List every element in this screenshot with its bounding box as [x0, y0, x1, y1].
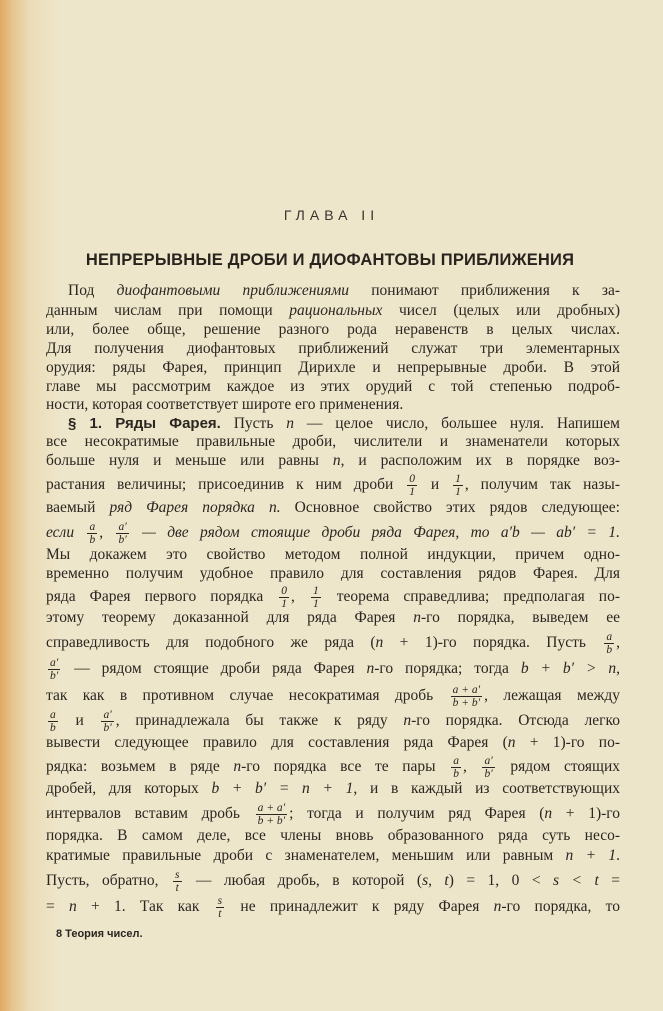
fraction-numerator: s: [217, 895, 223, 907]
fraction-numerator: 0: [409, 473, 415, 485]
text-run: справедливость для подобного же ряда (: [46, 634, 376, 652]
text-line: [46, 869, 620, 894]
fraction-denominator: b + b′: [452, 697, 481, 709]
text-run: главе мы рассмотрим каждое из этих орудий с той степенью подроб-: [46, 378, 620, 395]
italic-text: b + b′ = n + 1: [211, 780, 354, 797]
text-run: Для получения диофантовых приближений служат три элементарных: [46, 340, 620, 357]
section-heading: § 1. Ряды Фарея.: [68, 415, 221, 432]
text-run: -го порядка все те пары: [241, 758, 450, 776]
text-run: .: [616, 847, 620, 864]
text-run: рядом стоящих: [496, 758, 620, 776]
text-run: ) = 1, 0 <: [448, 872, 554, 890]
text-run: -го порядка, выведем ее: [420, 609, 620, 626]
text-run: ,: [291, 588, 309, 606]
text-run: порядка. В самом деле, все члены вновь образованного ряда суть несо-: [46, 827, 620, 844]
fraction: [48, 657, 60, 682]
text-run: временно получим удобное правило для составления рядов Фарея. Для: [46, 565, 620, 582]
italic-text: n + 1: [565, 847, 617, 864]
text-run: + 1)-го по-: [515, 734, 620, 751]
italic-text: рациональных: [289, 302, 383, 319]
fraction-numerator: a: [606, 631, 613, 643]
text-run: данным числам при помощи: [46, 302, 290, 319]
text-run: понимают приближения к за-: [349, 282, 620, 299]
chapter-heading: ГЛАВА II: [283, 207, 380, 223]
text-run: ; тогда и получим ряд Фарея (: [289, 805, 545, 823]
fraction-denominator: b′: [50, 670, 59, 682]
text-line: [46, 684, 620, 709]
text-run: , лежащая между: [484, 687, 620, 705]
italic-text: n: [332, 452, 341, 469]
fraction-denominator: b: [453, 768, 459, 780]
italic-text: b + b′ > n: [520, 660, 617, 678]
text-line: [46, 778, 620, 800]
text-run: — любая дробь, в которой (: [183, 872, 423, 890]
text-run: , получим так назы-: [464, 476, 620, 494]
text-run: , и расположим их в порядке воз-: [340, 452, 620, 469]
text-run: растания величины; присоединив к ним дроби: [46, 476, 406, 494]
page-footer-signature: 8 Теория чисел.: [56, 928, 143, 940]
text-run: ваемый: [46, 499, 110, 516]
text-run: — рядом стоящие дроби ряда Фарея: [62, 660, 367, 678]
text-run: =: [598, 872, 620, 890]
text-run: ,: [616, 634, 620, 652]
italic-text: — две рядом стоящие дроби ряда Фарея, то a′b — ab′ = 1.: [130, 524, 620, 542]
fraction-numerator: a: [89, 521, 96, 533]
text-run: + 1. Так как: [76, 898, 214, 916]
fraction-numerator: 1: [455, 473, 461, 485]
fraction-denominator: b′: [118, 534, 127, 546]
fraction-numerator: a′: [50, 657, 59, 669]
fraction-denominator: 1: [455, 486, 461, 498]
text-line: [46, 802, 620, 827]
text-line: [46, 755, 620, 780]
text-run: ,: [616, 660, 620, 678]
fraction: [453, 473, 463, 498]
text-line: [46, 607, 620, 629]
text-line: [46, 825, 620, 847]
text-run: -го порядка. Отсюда легко: [411, 712, 620, 730]
text-run: кратимые правильные дроби с знаменателем, меньшим или равным: [46, 847, 566, 864]
text-run: и: [419, 476, 452, 494]
fraction-numerator: 1: [312, 585, 319, 597]
text-run: -го порядка, то: [501, 898, 620, 916]
fraction-denominator: 1: [281, 598, 288, 610]
text-run: Пусть, обратно,: [46, 872, 172, 890]
fraction: [482, 755, 494, 780]
fraction-denominator: 1: [409, 486, 415, 498]
text-line: [46, 631, 620, 656]
text-run: Под: [68, 282, 117, 299]
text-run: Пусть: [220, 415, 287, 432]
fraction-denominator: b + b′: [257, 815, 286, 827]
fraction: [451, 684, 483, 709]
fraction-numerator: a: [453, 755, 459, 767]
text-run: больше нуля и меньше или равны: [46, 452, 333, 469]
text-run: или, более обще, решение разного рода неравенств в целых числах.: [46, 321, 620, 338]
italic-text: n: [493, 898, 502, 916]
text-line: [46, 450, 620, 472]
text-line: [46, 895, 620, 920]
italic-text: s < t: [553, 872, 599, 890]
text-run: — целое число, большее нуля. Напишем: [294, 415, 620, 432]
italic-text: ряд Фарея порядка n.: [109, 499, 281, 516]
italic-text: n: [403, 712, 412, 730]
text-run: + 1)-го: [552, 805, 620, 823]
italic-text: n: [375, 634, 384, 652]
italic-text: n: [413, 609, 421, 626]
text-line: [46, 563, 620, 585]
italic-text: n: [69, 898, 77, 916]
text-run: теорема справедлива; предполагая по-: [322, 588, 620, 606]
text-run: и: [59, 712, 100, 730]
text-line: [46, 732, 620, 754]
fraction: [173, 869, 181, 894]
fraction-numerator: a′: [103, 709, 112, 721]
fraction-numerator: a + a′: [257, 802, 286, 814]
text-run: этому теорему доказанной для ряда Фарея: [46, 609, 414, 626]
fraction-numerator: 0: [281, 585, 288, 597]
text-run: , принадлежала бы также к ряду: [115, 712, 404, 730]
fraction: [407, 473, 417, 498]
text-line: [46, 521, 620, 546]
fraction-denominator: b: [89, 534, 96, 546]
fraction-denominator: b: [50, 722, 56, 734]
text-run: дробей, для которых: [46, 780, 212, 797]
italic-text: n: [507, 734, 516, 751]
text-run: ,: [462, 758, 481, 776]
text-run: =: [46, 898, 70, 916]
text-run: интервалов вставим дробь: [46, 805, 254, 823]
fraction: [116, 521, 128, 546]
italic-text: диофантовыми приближениями: [116, 282, 350, 299]
fraction-numerator: a + a′: [452, 684, 481, 696]
text-line: [46, 657, 620, 682]
text-run: ряда Фарея первого порядка: [46, 588, 278, 606]
text-line: [46, 497, 620, 519]
fraction: [216, 895, 224, 920]
text-line: [46, 845, 620, 867]
text-run: орудия: ряды Фарея, принцип Дирихле и непрерывные дроби. В этой: [46, 359, 620, 376]
text-run: ности, которая соответствует широте его применения.: [46, 396, 404, 413]
text-run: чисел (целых или дробных): [382, 302, 620, 319]
fraction: [48, 709, 58, 734]
text-run: Мы докажем это свойство методом полной индукции, причем одно-: [46, 546, 620, 563]
text-run: Основное свойство этих рядов следующее:: [280, 499, 620, 516]
fraction-denominator: t: [175, 882, 179, 894]
text-line: [46, 585, 620, 610]
text-run: не принадлежит к ряду Фарея: [226, 898, 494, 916]
fraction-numerator: a′: [118, 521, 127, 533]
italic-text: n: [286, 415, 295, 432]
text-run: рядка: возьмем в ряде: [46, 758, 234, 776]
fraction-denominator: b: [606, 644, 613, 656]
italic-text: n: [233, 758, 242, 776]
fraction-denominator: b′: [103, 722, 112, 734]
fraction-denominator: 1: [312, 598, 319, 610]
text-run: ,: [99, 524, 115, 542]
fraction-denominator: t: [218, 908, 222, 920]
italic-text: если: [46, 524, 86, 542]
fraction: [256, 802, 288, 827]
fraction-numerator: s: [175, 869, 180, 881]
italic-text: n: [366, 660, 375, 678]
text-run: , и в каждый из соответствующих: [353, 780, 620, 797]
italic-text: s, t: [422, 872, 449, 890]
text-line: [46, 280, 620, 302]
text-line: [46, 709, 620, 734]
text-line: [46, 473, 620, 498]
chapter-title: НЕПРЕРЫВНЫЕ ДРОБИ И ДИОФАНТОВЫ ПРИБЛИЖЕНИЯ: [85, 251, 575, 269]
text-run: -го порядка; тогда: [374, 660, 521, 678]
fraction-numerator: a′: [484, 755, 493, 767]
text-run: вывести следующее правило для составления ряда Фарея (: [46, 734, 508, 751]
fraction: [604, 631, 614, 656]
fraction: [451, 755, 461, 780]
text-run: все несократимые правильные дроби, числители и знаменатели которых: [46, 433, 620, 450]
fraction: [87, 521, 97, 546]
text-run: + 1)-го порядка. Пусть: [383, 634, 603, 652]
text-run: так как в противном случае несократимая дробь: [46, 687, 449, 705]
italic-text: n: [544, 805, 553, 823]
fraction-denominator: b′: [484, 768, 493, 780]
fraction-numerator: a: [50, 709, 56, 721]
fraction: [101, 709, 113, 734]
